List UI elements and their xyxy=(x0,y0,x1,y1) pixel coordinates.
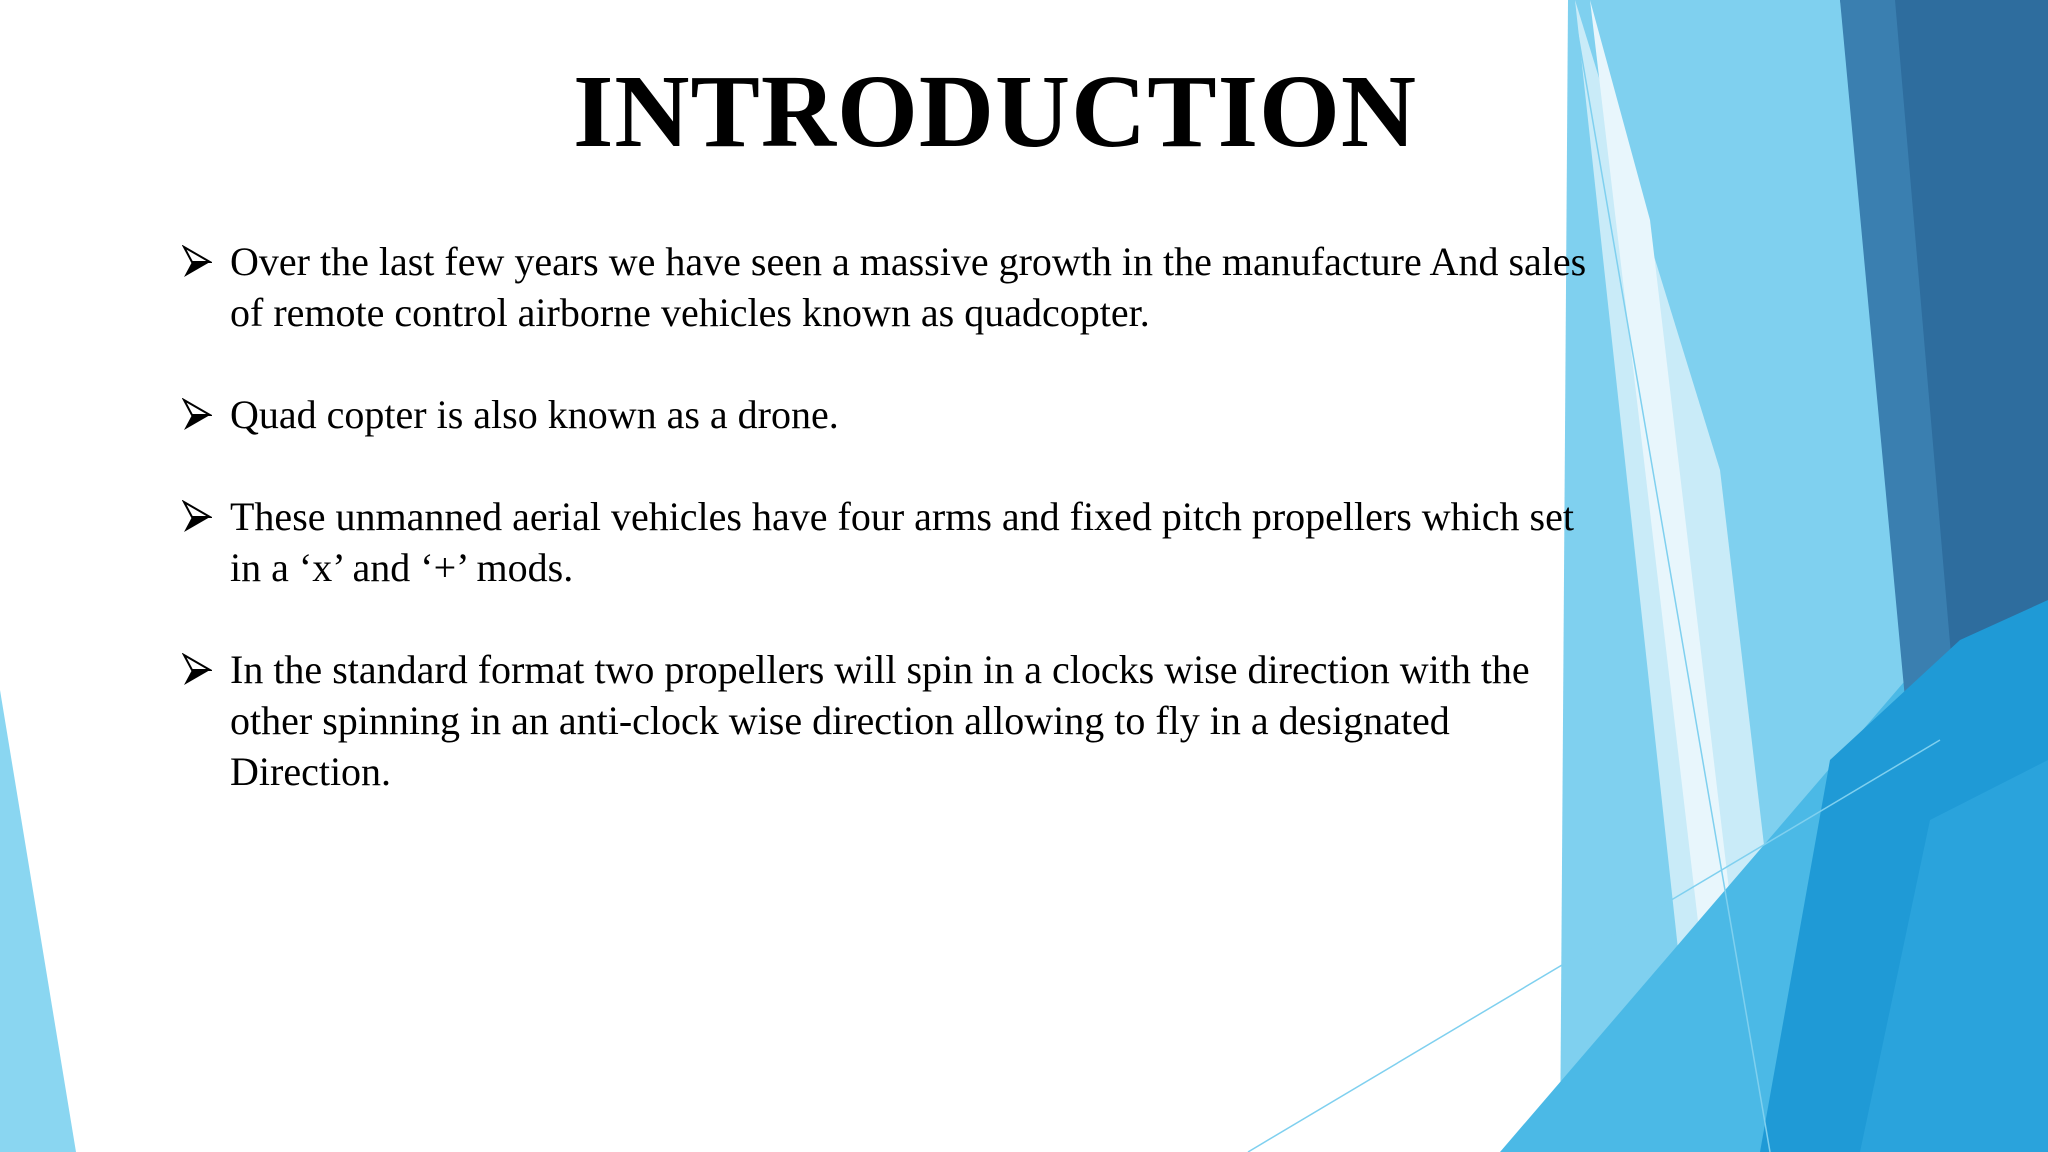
bullet-text: In the standard format two propellers will spin in a clocks wise direction with the other spinning in an anti-clock wise direction allowing to fly in a designated Direction. xyxy=(230,647,1530,794)
slide-title: INTRODUCTION xyxy=(572,54,1418,169)
bullet-text: These unmanned aerial vehicles have four arms and fixed pitch propellers which set in a ‘x’ and ‘+’ mods. xyxy=(230,494,1574,590)
arrowhead-bullet-icon xyxy=(182,398,212,432)
arrowhead-bullet-icon xyxy=(182,653,212,687)
bullet-text: Quad copter is also known as a drone. xyxy=(230,392,839,437)
bullet-item xyxy=(180,389,1600,440)
arrowhead-bullet-icon xyxy=(182,245,212,279)
bullet-item xyxy=(180,644,1600,797)
bullet-item xyxy=(180,236,1600,338)
bullet-list xyxy=(180,236,1600,848)
left-accent-shape xyxy=(0,690,76,1152)
bullet-text: Over the last few years we have seen a massive growth in the manufacture And sales of remote control airborne vehicles known as quadcopter. xyxy=(230,239,1587,335)
arrowhead-bullet-icon xyxy=(182,500,212,534)
bullet-item xyxy=(180,491,1600,593)
